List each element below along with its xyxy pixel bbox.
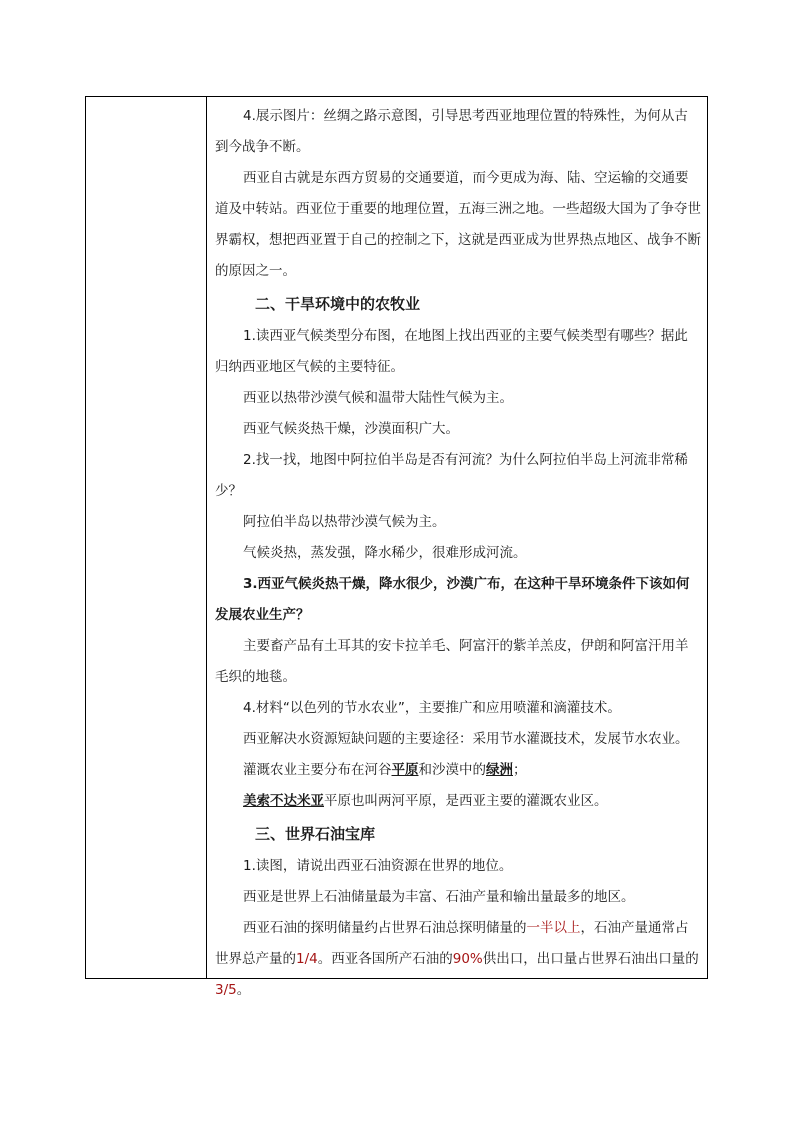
paragraph: 西亚是世界上石油储量最为丰富、石油产量和输出量最多的地区。 [243, 889, 635, 905]
keyword: 平原 [391, 762, 419, 778]
right-column [207, 97, 707, 998]
paragraph: 西亚解决水资源短缺问题的主要途径：采用节水灌溉技术，发展节水农业。 [243, 731, 689, 747]
paragraph: 美索不达米亚平原也叫两河平原，是西亚主要的灌溉农业区。 [243, 793, 608, 809]
section-heading: 三、世界石油宝库 [255, 825, 376, 843]
paragraph: 4.材料“以色列的节水农业”，主要推广和应用喷灌和滴灌技术。 [243, 700, 621, 716]
paragraph: 西亚气候炎热干燥，沙漠面积广大。 [243, 421, 459, 437]
paragraph: 西亚石油的探明储量约占世界石油总探明储量的一半以上，石油产量通常占世界总产量的1/4。西亚各国所产石油的90%供出口，出口量占世界石油出口量的3/5。 [215, 920, 699, 998]
paragraph: 主要畜产品有土耳其的安卡拉羊毛、阿富汗的紫羊羔皮，伊朗和阿富汗用羊毛织的地毯。 [215, 638, 689, 685]
highlight: 1/4 [296, 951, 318, 967]
lesson-table [85, 96, 708, 998]
paragraph: 1.读图，请说出西亚石油资源在世界的地位。 [243, 858, 513, 874]
highlight: 90% [452, 951, 483, 967]
paragraph: 4.展示图片：丝绸之路示意图，引导思考西亚地理位置的特殊性，为何从古到今战争不断。 [215, 108, 688, 155]
left-column [86, 97, 207, 978]
section-heading: 二、干旱环境中的农牧业 [255, 295, 421, 313]
bold-question: 3.西亚气候炎热干燥，降水很少，沙漠广布，在这种干旱环境条件下该如何发展农业生产？ [215, 576, 690, 623]
keyword: 绿洲 [486, 762, 513, 778]
highlight: 3/5 [215, 982, 237, 998]
paragraph: 1.读西亚气候类型分布图，在地图上找出西亚的主要气候类型有哪些？据此归纳西亚地区气候的主要特征。 [215, 328, 688, 375]
paragraph: 西亚自古就是东西方贸易的交通要道，而今更成为海、陆、空运输的交通要道及中转站。西亚位于重要的地理位置，五海三洲之地。一些超级大国为了争夺世界霸权，想把西亚置于自己的控制之下，这就是西亚成为世界热点地区、战争不断的原因之一。 [215, 170, 701, 279]
highlight: 一半以上 [526, 920, 581, 936]
keyword: 美索不达米亚 [243, 793, 324, 809]
paragraph: 灌溉农业主要分布在河谷平原和沙漠中的绿洲； [243, 762, 527, 778]
paragraph: 2.找一找，地图中阿拉伯半岛是否有河流？为什么阿拉伯半岛上河流非常稀少？ [215, 452, 688, 499]
paragraph: 阿拉伯半岛以热带沙漠气候为主。 [243, 514, 446, 530]
paragraph: 西亚以热带沙漠气候和温带大陆性气候为主。 [243, 390, 513, 406]
paragraph: 气候炎热，蒸发强，降水稀少，很难形成河流。 [243, 545, 527, 561]
